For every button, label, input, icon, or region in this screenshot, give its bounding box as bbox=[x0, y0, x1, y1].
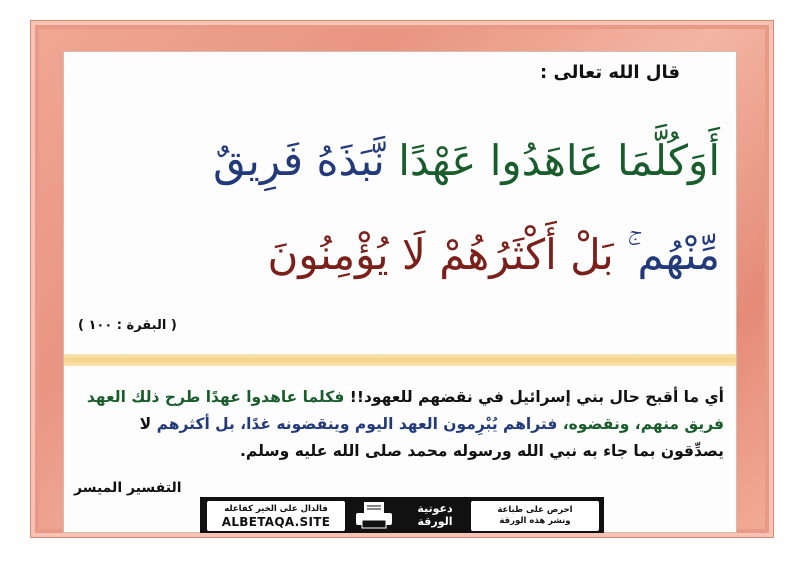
tafsir-part: فتراهم يُبْرِمون العهد اليوم وينقضونه غدًا، بل أكثرهم bbox=[156, 415, 558, 433]
tafsir-part: فكلما عاهدوا عهدًا طرح ذلك العهد فريق منهم، ونقضوه، bbox=[86, 388, 724, 433]
footer-motto: فالدال على الخير كفاعله bbox=[224, 503, 328, 514]
footer-print-line: احرص على طباعة bbox=[497, 505, 573, 515]
footer-site-box bbox=[206, 500, 346, 532]
verse-segment: أَوَكُلَّمَا عَاهَدُوا عَهْدًا bbox=[398, 136, 720, 185]
logo: دعوتية الورقة bbox=[417, 502, 453, 528]
verse-segment: نَّبَذَهُ فَرِيقٌ bbox=[213, 136, 385, 185]
verse-reference: ( البقرة : ١٠٠ ) bbox=[78, 318, 177, 333]
tafsir-part: لا يصدِّقون بما جاء به نبي الله ورسوله محمد صلى الله عليه وسلم. bbox=[139, 415, 724, 460]
tafsir-source: التفسير الميسر bbox=[74, 480, 182, 496]
footer-site: ALBETAQA.SITE bbox=[221, 514, 331, 529]
tafsir-text bbox=[74, 384, 724, 465]
verse-heading: قال الله تعالى : bbox=[539, 62, 680, 83]
footer-print-box bbox=[470, 500, 600, 532]
verse-segment: مِّنْهُم ۚ bbox=[627, 230, 720, 279]
verse-segment: بَلْ أَكْثَرُهُمْ لَا يُؤْمِنُونَ bbox=[267, 230, 614, 279]
verse-line-2 bbox=[80, 232, 720, 278]
footer-print-line: ونشر هذه الورقة bbox=[499, 516, 571, 526]
verse-line-1 bbox=[80, 138, 720, 184]
gold-divider bbox=[64, 354, 736, 366]
printer-icon bbox=[348, 500, 400, 530]
tafsir-part: أي ما أقبح حال بني إسرائيل في نقضهم للعهود!! bbox=[344, 388, 724, 406]
